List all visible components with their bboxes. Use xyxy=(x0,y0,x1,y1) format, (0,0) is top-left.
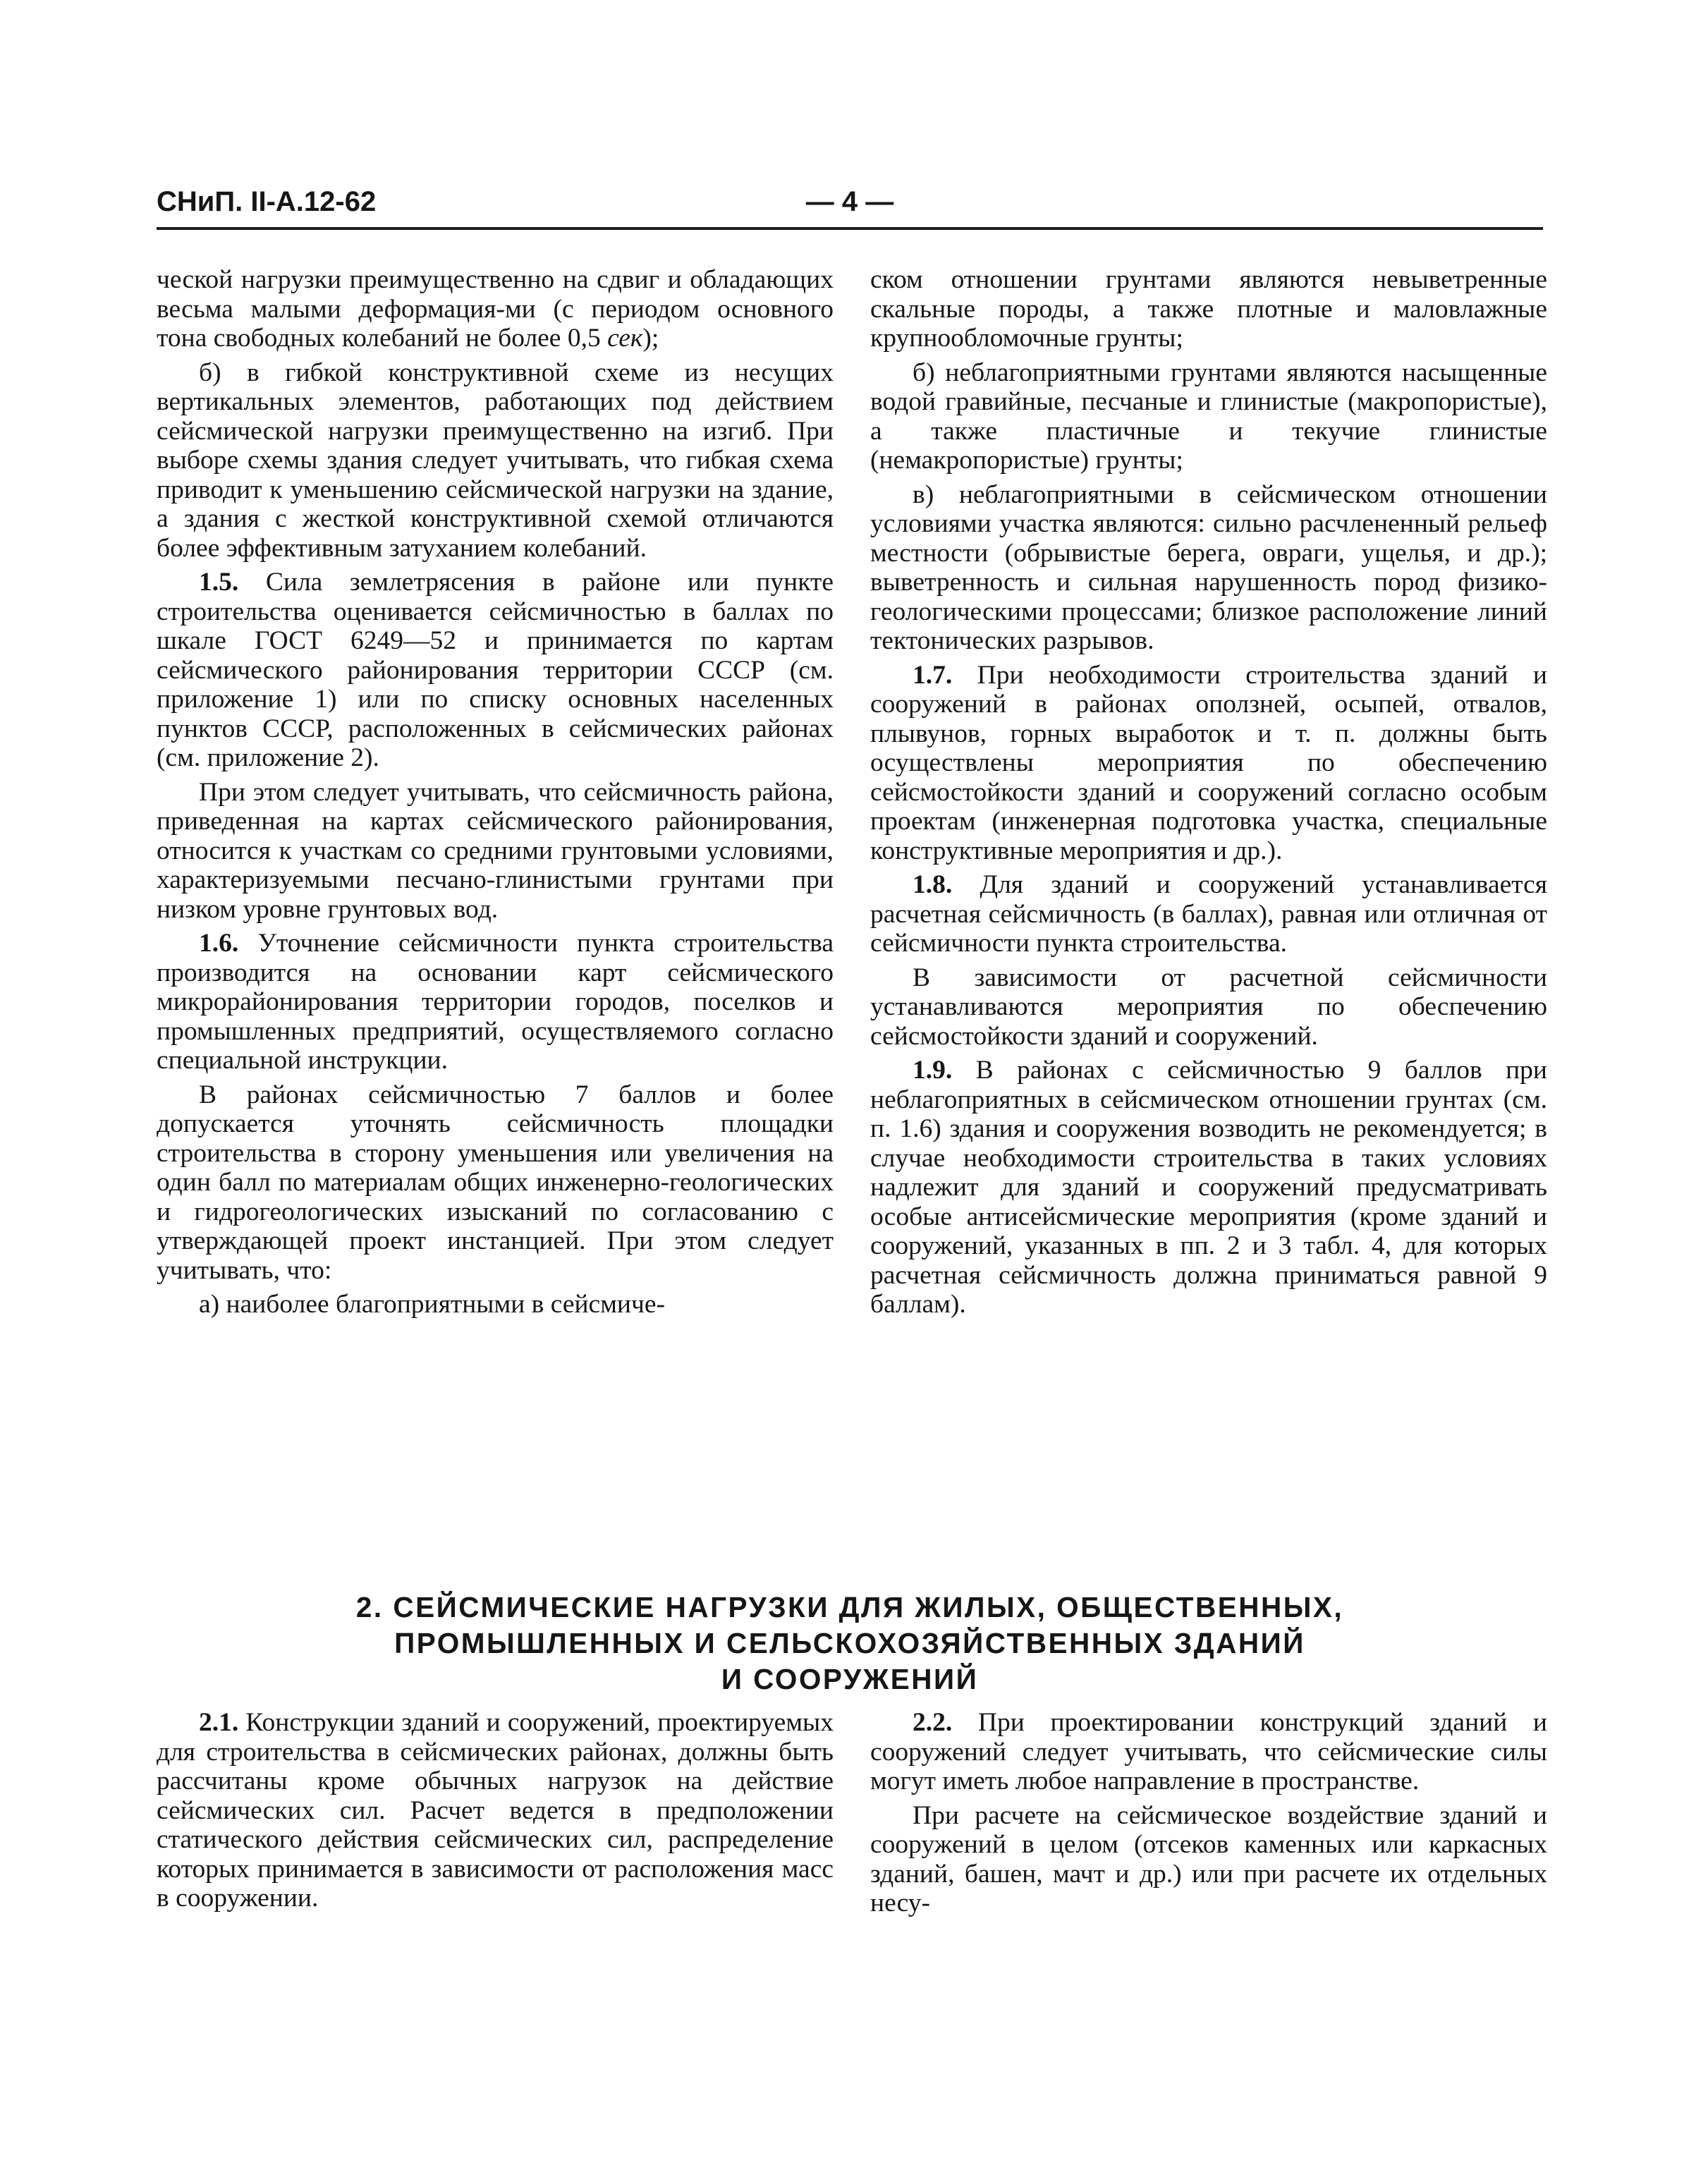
left-column-bottom xyxy=(157,1708,834,1913)
paragraph: При этом следует учитывать, что сейсмичность района, приведенная на картах сейсмического районирования, относится к участкам со средними грунтовыми условиями, характеризуемыми песчано-глинистыми грунтами при низком уровне грунтовых вод. xyxy=(157,777,834,924)
clause-1-5 xyxy=(157,568,834,773)
paragraph xyxy=(157,265,834,353)
clause-number: 1.8. xyxy=(913,870,953,899)
page-number: — 4 — xyxy=(805,186,894,217)
section-heading-line: ПРОМЫШЛЕННЫХ И СЕЛЬСКОХОЗЯЙСТВЕННЫХ ЗДАНИЙ xyxy=(394,1627,1305,1659)
paragraph-text: В районах с сейсмичностью 9 баллов при неблагоприятных в сейсмическом отношении грунтах (см. п. 1.6) здания и сооружения возводить не рекомендуется; в случае необходимости строительства в таких условиях надлежит для зданий и сооружений предусматривать особые антисейсмические мероприятия (кроме зданий и сооружений, указанных в пп. 2 и 3 табл. 4, для которых расчетная сейсмичность должна приниматься равной 9 баллам). xyxy=(870,1056,1547,1319)
paragraph: ском отношении грунтами являются невыветренные скальные породы, а также плотные и маловлажные крупнообломочные грунты; xyxy=(870,265,1547,353)
unit-text: сек xyxy=(607,324,643,353)
clause-number: 1.7. xyxy=(913,660,953,690)
paragraph-text: Для зданий и сооружений устанавливается расчетная сейсмичность (в баллах), равная или отличная от сейсмичности пункта строительства. xyxy=(870,870,1547,958)
clause-1-7 xyxy=(870,661,1547,866)
right-column-bottom xyxy=(870,1708,1547,1918)
section-heading-line: И СООРУЖЕНИЙ xyxy=(721,1663,979,1695)
clause-number: 2.2. xyxy=(913,1708,953,1737)
paragraph: а) наиболее благоприятными в сейсмиче- xyxy=(199,1290,665,1319)
clause-number: 2.1. xyxy=(199,1708,239,1737)
section-heading-line: 2. СЕЙСМИЧЕСКИЕ НАГРУЗКИ ДЛЯ ЖИЛЫХ, ОБЩЕСТВЕННЫХ, xyxy=(355,1591,1344,1623)
paragraph-text: Уточнение сейсмичности пункта строительства производится на основании карт сейсмического микрорайонирования территории городов, поселков и промышленных предприятий, осуществляемого согласно специальной инструкции. xyxy=(157,929,834,1075)
paragraph-text: ческой нагрузки преимущественно на сдвиг и обладающих весьма малыми деформация-ми (с периодом основного тона свободных колебаний не более 0,5 xyxy=(157,265,834,353)
header-rule xyxy=(157,227,1543,230)
left-column-top xyxy=(157,265,834,1319)
page-header xyxy=(157,182,1543,226)
clause-number: 1.9. xyxy=(913,1056,953,1085)
clause-number: 1.5. xyxy=(199,568,239,597)
paragraph-text: Сила землетрясения в районе или пункте строительства оценивается сейсмичностью в баллах по шкале ГОСТ 6249—52 и принимается по картам сейсмического районирования территории СССР (см. приложение 1) или по списку основных населенных пунктов СССР, расположенных в сейсмических районах (см. приложение 2). xyxy=(157,568,834,772)
clause-1-9 xyxy=(870,1056,1547,1319)
section-heading xyxy=(157,1590,1543,1697)
paragraph: В районах сейсмичностью 7 баллов и более допускается уточнять сейсмичность площадки строительства в сторону уменьшения или увеличения на один балл по материалам общих инженерно-геологических и гидрогеологических изысканий по согласованию с утверждающей проект инстанцией. При этом следует учитывать, что: xyxy=(157,1080,834,1285)
clause-1-6 xyxy=(157,929,834,1075)
paragraph-text: При необходимости строительства зданий и сооружений в районах оползней, осыпей, отвалов, плывунов, горных выработок и т. п. должны быть осуществлены мероприятия по обеспечению сейсмостойкости зданий и сооружений согласно особым проектам (инженерная подготовка участка, специальные конструктивные мероприятия и др.). xyxy=(870,660,1547,865)
paragraph: При расчете на сейсмическое воздействие зданий и сооружений в целом (отсеков каменных или каркасных зданий, башен, мачт и др.) или при расчете их отдельных несу- xyxy=(870,1800,1547,1917)
paragraph-text: Конструкции зданий и сооружений, проектируемых для строительства в сейсмических районах, должны быть рассчитаны кроме обычных нагрузок на действие сейсмических сил. Расчет ведется в предположении статического действия сейсмических сил, распределение которых принимается в зависимости от расположения масс в сооружении. xyxy=(157,1708,834,1913)
paragraph: б) в гибкой конструктивной схеме из несущих вертикальных элементов, работающих под действием сейсмической нагрузки преимущественно на изгиб. При выборе схемы здания следует учитывать, что гибкая схема приводит к уменьшению сейсмической нагрузки на здание, а здания с жесткой конструктивной схемой отличаются более эффективным затуханием колебаний. xyxy=(157,358,834,563)
paragraph: В зависимости от расчетной сейсмичности устанавливаются мероприятия по обеспечению сейсмостойкости зданий и сооружений. xyxy=(870,963,1547,1051)
clause-1-8 xyxy=(870,870,1547,958)
clause-number: 1.6. xyxy=(199,929,239,958)
paragraph-text: При проектировании конструкций зданий и сооружений следует учитывать, что сейсмические силы могут иметь любое направление в пространстве. xyxy=(870,1708,1547,1795)
clause-2-1 xyxy=(157,1708,834,1913)
paragraph: в) неблагоприятными в сейсмическом отношении условиями участка являются: сильно расчлененный рельеф местности (обрывистые берега, овраги, ущелья, и др.); выветренность и сильная нарушенность пород физико-геологическими процессами; близкое расположение линий тектонических разрывов. xyxy=(870,480,1547,655)
clause-2-2 xyxy=(870,1708,1547,1796)
document-code: СНиП. II-А.12-62 xyxy=(157,186,377,217)
paragraph-text: ); xyxy=(642,324,659,353)
right-column-top xyxy=(870,265,1547,1319)
paragraph: б) неблагоприятными грунтами являются насыщенные водой гравийные, песчаные и глинистые (макропористые), а также пластичные и текучие глинистые (немакропористые) грунты; xyxy=(870,358,1547,475)
